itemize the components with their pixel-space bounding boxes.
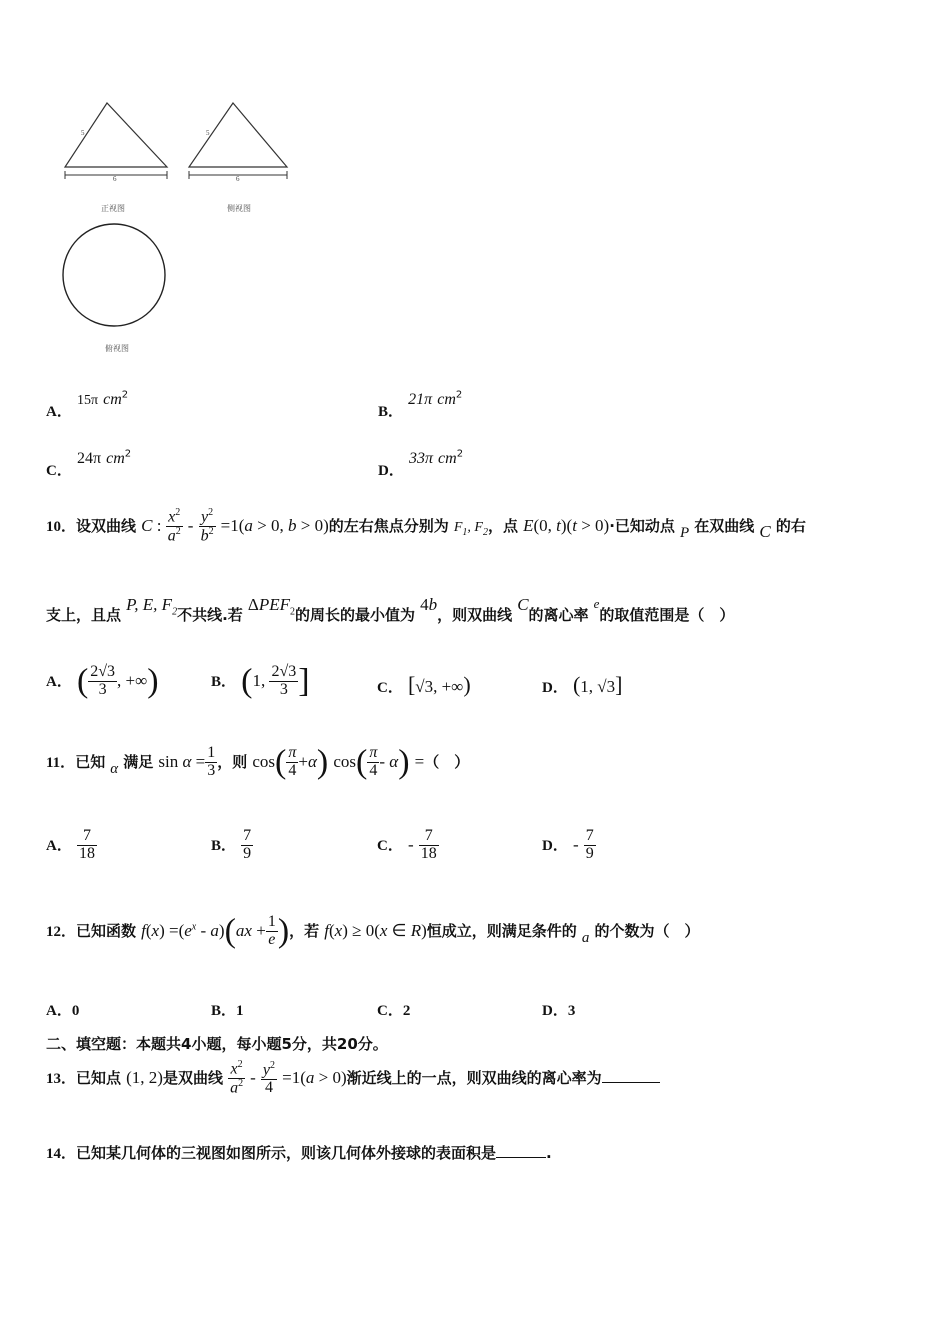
q10-frac-y: $\frac{y^2}{b^2}$: [200, 507, 214, 545]
q11-option-a[interactable]: A． $\frac{7}{18}$: [46, 827, 95, 862]
q10-option-c[interactable]: C． [√3, +∞): [377, 672, 471, 697]
q9-option-d[interactable]: D． 33π $cm^2$: [378, 448, 464, 479]
q11-option-d[interactable]: D． - $\frac{7}{9}$: [542, 827, 594, 862]
q12-option-c[interactable]: C．2: [377, 1003, 411, 1019]
q14-answer-blank[interactable]: [496, 1143, 546, 1158]
q10-options: [46, 664, 916, 720]
q9-option-c[interactable]: C． 24π $cm^2$: [46, 448, 132, 479]
q11-option-c[interactable]: C． - $\frac{7}{18}$: [377, 827, 437, 862]
q11-line: 11．已知 α 满足 sin α = $\frac{1}{3}$ ，则 cos( $\frac{\pi}{4}$ +α) cos( $\frac{\pi}{4}$ - α) =（ ）: [46, 743, 470, 781]
q10-option-d[interactable]: D． (1, √3]: [542, 672, 623, 697]
q13-answer-blank[interactable]: [602, 1068, 660, 1083]
three-view-figure: [55, 95, 305, 360]
q14-number: 14．: [46, 1146, 77, 1162]
q10-option-a[interactable]: A． ( $\frac{2√3}{3}$ , +∞): [46, 662, 159, 700]
q10-frac-x: $\frac{x^2}{a^2}$: [167, 507, 181, 545]
q11-number: 11．: [46, 754, 76, 771]
q12-option-b[interactable]: B．1: [211, 1003, 244, 1019]
side-edge-label: 5: [206, 129, 210, 137]
q10-option-b[interactable]: B． (1, $\frac{2√3}{3}$ ]: [211, 662, 310, 700]
q12-number: 12．: [46, 923, 77, 940]
side-view-drawing: [179, 95, 299, 190]
section-heading-fill-in: 二、填空题：本题共4小题，每小题5分，共20分。: [46, 1035, 388, 1053]
q10-number: 10．: [46, 519, 77, 536]
front-view-caption: 正视图: [101, 204, 125, 213]
q13-line: 13．已知点 (1, 2)是双曲线 $\frac{x^2}{a^2}$ - $\frac{y^2}{4}$ =1(a > 0)渐近线上的一点，则双曲线的离心率为: [46, 1060, 916, 1097]
top-view-drawing: [60, 223, 170, 333]
q12-line: 12．已知函数 $f(x) =(e^x - a)(ax$ + $\frac{1}{e}$ )，若 f(x) ≥ 0(x ∈ R)恒成立，则满足条件的 a 的个数为（ ）: [46, 912, 700, 950]
front-base-label: 6: [113, 175, 117, 183]
front-edge-label: 5: [81, 129, 85, 137]
front-view-drawing: [55, 95, 175, 190]
q12-options: [46, 999, 916, 1019]
q9-option-a[interactable]: A． 15π $cm^2$: [46, 389, 129, 420]
side-view-caption: 侧视图: [227, 204, 251, 213]
q11-options: [46, 828, 916, 878]
q10-line1: 10．设双曲线 C : $\frac{x^2}{a^2}$ - $\frac{y^2}{b^2}$ =1(a > 0, b > 0)的左右焦点分别为 $F_1$, $F_2$，点 E(0, t)(t > 0)·已知动点 P 在双曲线 C 的右: [46, 507, 806, 545]
top-view-caption: 俯视图: [105, 344, 129, 353]
q14-line: 14．已知某几何体的三视图如图所示，则该几何体外接球的表面积是 .: [46, 1144, 552, 1162]
side-base-label: 6: [236, 175, 240, 183]
q12-option-d[interactable]: D．3: [542, 1003, 576, 1019]
q11-option-b[interactable]: B． $\frac{7}{9}$: [211, 827, 252, 862]
q9-option-b[interactable]: B． 21π $cm^2$: [378, 389, 463, 420]
q10-line2: 支上，且点 P, E, $F_2$不共线.若 $\Delta PEF_2$的周长的最小值为 4b，则双曲线 C的离心率 $^e$的取值范围是（ ）: [46, 595, 735, 624]
q12-option-a[interactable]: A．0: [46, 1003, 80, 1019]
q13-number: 13．: [46, 1071, 77, 1088]
